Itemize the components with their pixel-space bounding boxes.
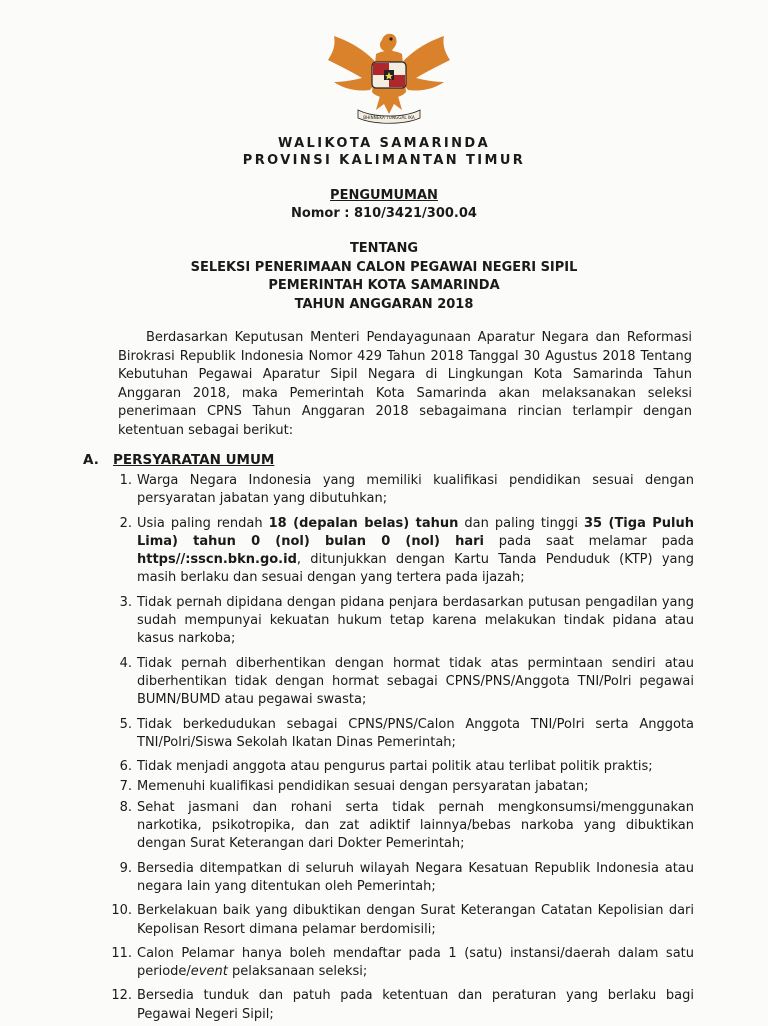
subject-line-2: SELEKSI PENERIMAAN CALON PEGAWAI NEGERI SIPIL: [190, 259, 578, 275]
svg-text:BHINNEKA TUNGGAL IKA: BHINNEKA TUNGGAL IKA: [363, 115, 415, 120]
list-item: 11. Calon Pelamar hanya boleh mendaftar pada 1 (satu) instansi/daerah dalam satu periode/event pelaksanaan seleksi;: [111, 945, 694, 980]
subject-line-3: PEMERINTAH KOTA SAMARINDA: [268, 278, 500, 293]
list-item: 2. Usia paling rendah 18 (depalan belas) tahun dan paling tinggi 35 (Tiga Puluh Lima) tahun 0 (nol) bulan 0 (nol) hari pada saat melamar pada https//:sscn.bkn.go.id, ditunjukkan dengan Kartu Tanda Penduduk (KTP) yang masih berlaku dan sesuai dengan yang tertera pada ijazah;: [119, 515, 695, 586]
section-heading: [83, 452, 274, 468]
header-line-1: WALIKOTA SAMARINDA: [277, 136, 491, 151]
requirements-list: [110, 472, 694, 1026]
subject-line-1: TENTANG: [349, 241, 419, 256]
section-title: PERSYARATAN UMUM: [113, 452, 275, 468]
list-item: 4. Tidak pernah diberhentikan dengan hormat tidak atas permintaan sendiri atau diberhentikan tidak dengan hormat sebagai CPNS/PNS/Anggota TNI/Polri pegawai BUMN/BUMD atau pegawai swasta;: [119, 655, 694, 708]
list-item: 6. Tidak menjadi anggota atau pengurus partai politik atau terlibat politik praktis;: [119, 759, 653, 775]
list-item: 3. Tidak pernah dipidana dengan pidana penjara berdasarkan putusan pengadilan yang sudah mempunyai kekuatan hukum tetap karena melakukan tindak pidana atau kasus narkoba;: [119, 594, 694, 647]
list-item: 10. Berkelakuan baik yang dibuktikan dengan Surat Keterangan Catatan Kepolisian dari Kepolisan Resort dimana pelamar berdomisili;: [111, 903, 694, 937]
list-item: 5. Tidak berkedudukan sebagai CPNS/PNS/Calon Anggota TNI/Polri serta Anggota TNI/Polri/Siswa Sekolah Ikatan Dinas Pemerintah;: [119, 716, 694, 750]
subject-line-4: TAHUN ANGGARAN 2018: [294, 296, 474, 312]
list-item: 12. Bersedia tunduk dan patuh pada ketentuan dan peraturan yang berlaku bagi Pegawai Negeri Sipil;: [111, 988, 694, 1022]
list-item: 7. Memenuhi kualifikasi pendidikan sesuai dengan persyaratan jabatan;: [119, 779, 589, 795]
announcement-number: Nomor : 810/3421/300.04: [291, 206, 477, 221]
list-item: 8. Sehat jasmani dan rohani serta tidak pernah mengkonsumsi/menggunakan narkotika, psikotropika, dan zat adiktif lainnya/bebas narkoba yang dibuktikan dengan Surat Keterangan dari Dokter Pemerintah;: [119, 799, 694, 852]
intro-paragraph: Berdasarkan Keputusan Menteri Pendayagunaan Aparatur Negara dan Reformasi Birokrasi Republik Indonesia Nomor 429 Tahun 2018 Tanggal 30 Agustus 2018 Tentang Kebutuhan Pegawai Aparatur Sipil Negara di Lingkungan Kota Samarinda Tahun Anggaran 2018, maka Pemerintah Kota Samarinda akan melaksanakan seleksi penerimaan CPNS Tahun Anggaran 2018 sebagaimana rincian terlampir dengan ketentuan sebagai berikut:: [118, 330, 692, 438]
announcement-title: PENGUMUMAN: [330, 188, 438, 203]
subject-block: [0, 240, 768, 314]
garuda-emblem-icon: [322, 26, 456, 126]
section-label: A.: [83, 452, 99, 468]
list-item: 1. Warga Negara Indonesia yang memiliki kualifikasi pendidikan sesuai dengan persyaratan jabatan yang dibutuhkan;: [119, 473, 694, 507]
list-item: 9. Bersedia ditempatkan di seluruh wilayah Negara Kesatuan Republik Indonesia atau negara lain yang ditentukan oleh Pemerintah;: [119, 860, 694, 894]
header-line-2: PROVINSI KALIMANTAN TIMUR: [242, 153, 526, 168]
